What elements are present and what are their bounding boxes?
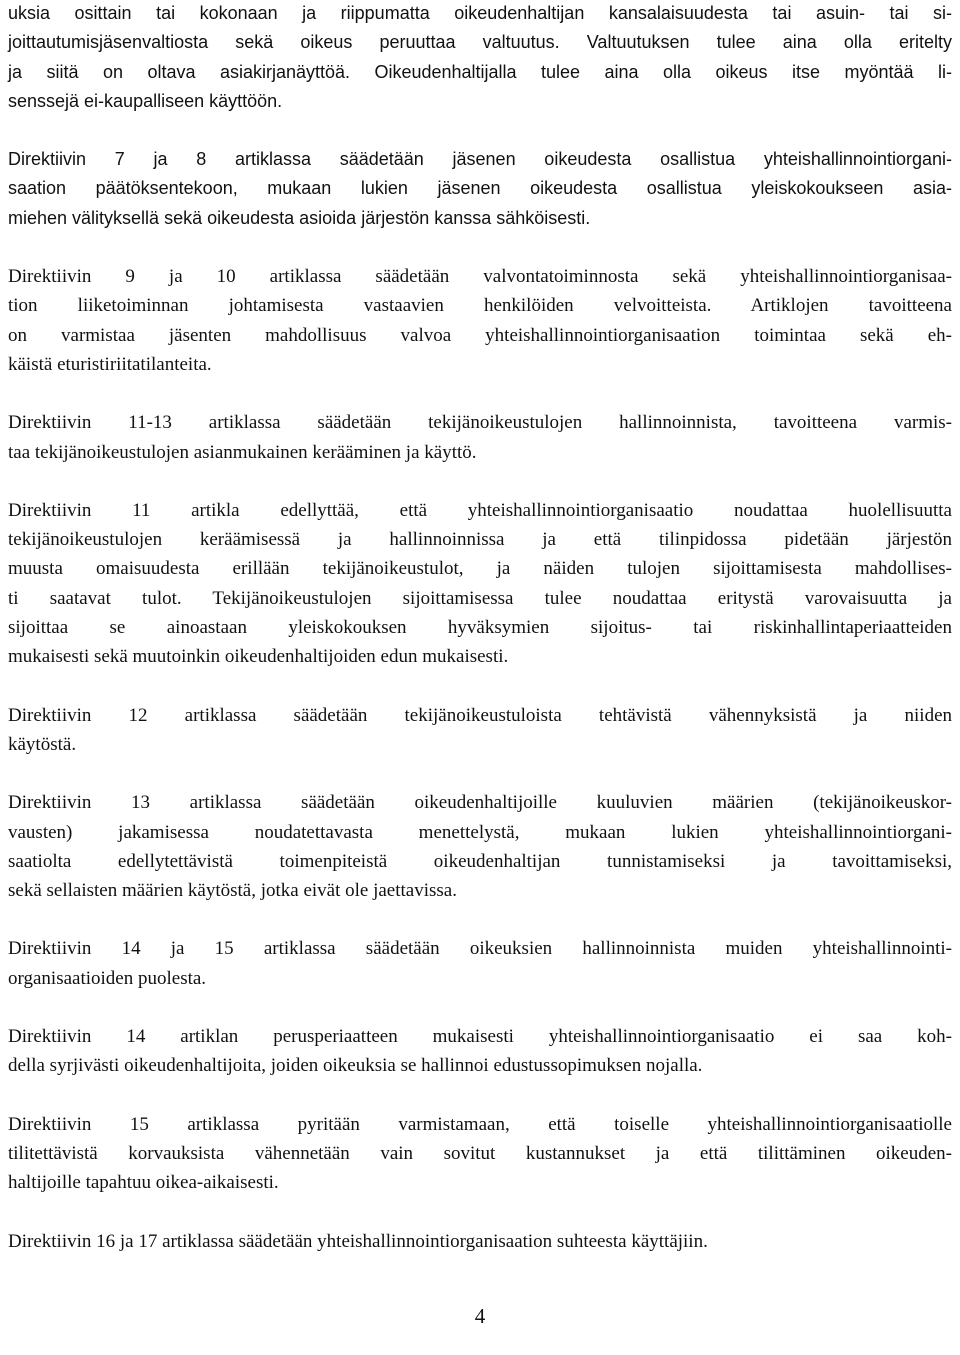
text-line: Direktiivin 11-13 artiklassa säädetään tekijänoikeustulojen hallinnoinnista, tavoitteena varmis-	[8, 412, 952, 434]
text-line: tekijänoikeustulojen keräämisessä ja hallinnoinnissa ja että tilinpidossa pidetään järjestön	[8, 529, 952, 551]
text-line: ja siitä on oltava asiakirjanäyttöä. Oikeudenhaltijalla tulee aina olla oikeus itse myöntää li-	[8, 61, 952, 82]
text-line: haltijoille tapahtuu oikea-aikaisesti.	[8, 1172, 279, 1194]
text-line: Direktiivin 14 ja 15 artiklassa säädetään oikeuksien hallinnoinnista muiden yhteishallinnointi-	[8, 938, 952, 960]
paragraph-articles-7-8	[8, 145, 952, 233]
text-line: mukaisesti sekä muutoinkin oikeudenhaltijoiden edun mukaisesti.	[8, 646, 509, 668]
text-line: on varmistaa jäsenten mahdollisuus valvoa yhteishallinnointiorganisaation toimintaa sekä eh-	[8, 324, 952, 346]
text-line: Direktiivin 12 artiklassa säädetään tekijänoikeustuloista tehtävistä vähennyksistä ja niiden	[8, 704, 952, 726]
paragraph-article-15	[8, 1110, 952, 1198]
text-line: vausten) jakamisessa noudatettavasta menettelystä, mukaan lukien yhteishallinnointiorgani-	[8, 821, 952, 843]
page-number: 4	[474, 1304, 486, 1328]
text-line: uksia osittain tai kokonaan ja riippumatta oikeudenhaltijan kansalaisuudesta tai asuin- tai si-	[8, 3, 952, 23]
text-line: organisaatioiden puolesta.	[8, 967, 207, 989]
paragraph-articles-11-13	[8, 408, 952, 467]
text-line: saatiolta edellytettävistä toimenpiteistä oikeudenhaltijan tunnistamiseksi ja tavoittamiseksi,	[8, 850, 952, 872]
text-line: saation päätöksentekoon, mukaan lukien jäsenen oikeudesta osallistua yleiskokoukseen asia-	[8, 178, 952, 199]
paragraph-article-14	[8, 1022, 952, 1081]
paragraph-article-11	[8, 496, 952, 672]
text-line: käistä eturistiriitatilanteita.	[8, 353, 212, 375]
text-line: Direktiivin 14 artiklan perusperiaatteen mukaisesti yhteishallinnointiorganisaatio ei saa koh-	[8, 1026, 952, 1048]
text-line: taa tekijänoikeustulojen asianmukainen kerääminen ja käyttö.	[8, 441, 477, 463]
text-line: senssejä ei-kaupalliseen käyttöön.	[8, 90, 283, 111]
text-line: sekä sellaisten määrien käytöstä, jotka eivät ole jaettavissa.	[8, 880, 457, 902]
text-line: Direktiivin 15 artiklassa pyritään varmistamaan, että toiselle yhteishallinnointiorganisaatiolle	[8, 1113, 952, 1135]
text-line: Direktiivin 9 ja 10 artiklassa säädetään valvontatoiminnosta sekä yhteishallinnointiorganisaa-	[8, 266, 952, 288]
paragraph-articles-14-15	[8, 934, 952, 993]
text-line: tilitettävistä korvauksista vähennetään vain sovitut kustannukset ja että tilittäminen oikeuden-	[8, 1142, 952, 1164]
text-line: Direktiivin 7 ja 8 artiklassa säädetään jäsenen oikeudesta osallistua yhteishallinnointiorgani-	[8, 149, 952, 170]
text-line: tion liiketoiminnan johtamisesta vastaavien henkilöiden velvoitteista. Artiklojen tavoitteena	[8, 295, 952, 317]
text-line: della syrjivästi oikeudenhaltijoita, joiden oikeuksia se hallinnoi edustussopimuksen nojalla.	[8, 1055, 703, 1077]
text-line: ti saatavat tulot. Tekijänoikeustulojen sijoittamisessa tulee noudattaa eritystä varovaisuutta ja	[8, 587, 952, 609]
text-line: sijoittaa se ainoastaan yleiskokouksen hyväksymien sijoitus- tai riskinhallintaperiaatteiden	[8, 617, 952, 639]
text-line: Direktiivin 13 artiklassa säädetään oikeudenhaltijoille kuuluvien määrien (tekijänoikeuskor-	[8, 792, 952, 814]
paragraph-article-12	[8, 701, 952, 760]
text-line: Direktiivin 11 artikla edellyttää, että yhteishallinnointiorganisaatio noudattaa huolellisuutta	[8, 499, 952, 521]
document-page	[8, 0, 952, 1256]
text-line: Direktiivin 16 ja 17 artiklassa säädetään yhteishallinnointiorganisaation suhteesta käyttäjiin.	[8, 1230, 708, 1252]
paragraph-article-13	[8, 788, 952, 905]
text-line: käytöstä.	[8, 733, 77, 755]
paragraph-articles-16-17	[8, 1227, 952, 1256]
paragraph-articles-9-10	[8, 262, 952, 379]
paragraph-authorization	[8, 0, 952, 116]
text-line: joittautumisjäsenvaltiosta sekä oikeus peruuttaa valtuutus. Valtuutuksen tulee aina olla eritelty	[8, 32, 952, 53]
text-line: muusta omaisuudesta erillään tekijänoikeustulot, ja näiden tulojen sijoittamisesta mahdollises-	[8, 558, 952, 580]
text-line: miehen välityksellä sekä oikeudesta asioida järjestön kanssa sähköisesti.	[8, 207, 591, 228]
